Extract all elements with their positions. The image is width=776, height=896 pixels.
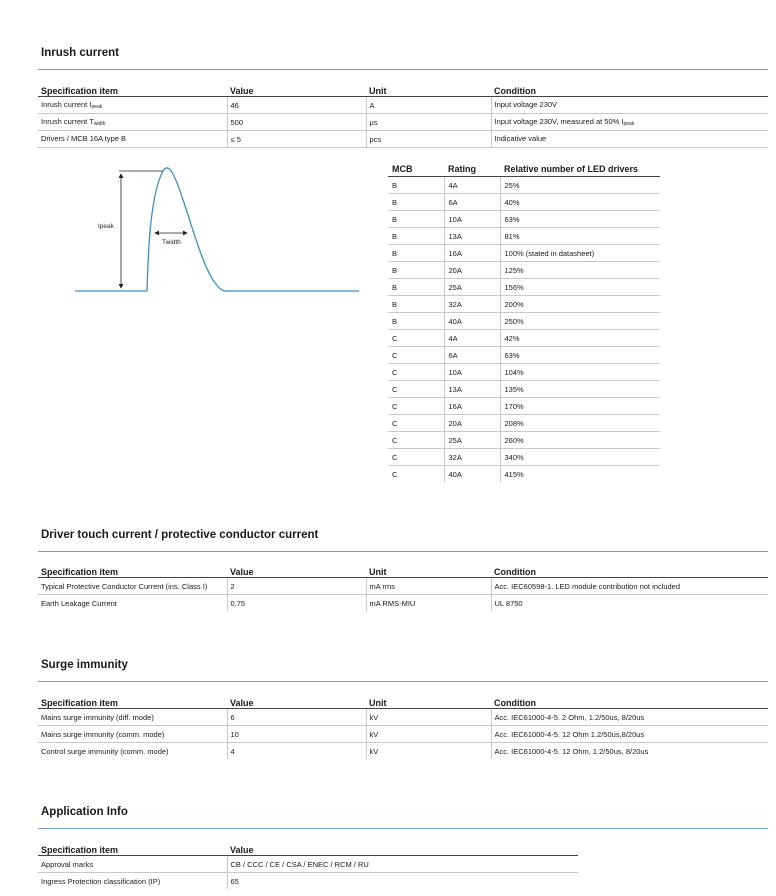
- condition-cell: UL 8750: [491, 595, 768, 612]
- spec-item-cell: Approval marks: [38, 856, 227, 873]
- relative-number-cell: 100% (stated in datasheet): [500, 245, 660, 262]
- relative-number-cell: 170%: [500, 398, 660, 415]
- mcb-type-cell: B: [388, 313, 444, 330]
- relative-number-cell: 63%: [500, 347, 660, 364]
- value-cell: 0.75: [227, 595, 366, 612]
- mcb-type-cell: C: [388, 449, 444, 466]
- spec-item-cell: Inrush current $I_{peak}$: [38, 97, 227, 114]
- unit-cell: A: [366, 97, 491, 114]
- rating-cell: 13A: [444, 228, 500, 245]
- mcb-type-cell: C: [388, 330, 444, 347]
- table-row: [388, 398, 660, 415]
- col-header-condition: Condition: [491, 562, 768, 578]
- mcb-rating-table: [388, 161, 660, 482]
- relative-number-cell: 340%: [500, 449, 660, 466]
- rating-cell: 25A: [444, 432, 500, 449]
- table-row: [388, 347, 660, 364]
- col-header-condition: Condition: [491, 81, 768, 97]
- condition-cell: Input voltage 230V: [491, 97, 768, 114]
- col-header-value: Value: [227, 840, 578, 856]
- unit-cell: µs: [366, 114, 491, 131]
- rating-cell: 20A: [444, 262, 500, 279]
- table-row: [388, 262, 660, 279]
- rating-cell: 13A: [444, 381, 500, 398]
- spec-item-cell: Mains surge immunity (comm. mode): [38, 726, 227, 743]
- mcb-type-cell: C: [388, 364, 444, 381]
- relative-number-cell: 40%: [500, 194, 660, 211]
- rating-cell: 16A: [444, 398, 500, 415]
- table-header-row: [388, 161, 660, 177]
- col-header-spec-item: Specification item: [38, 693, 227, 709]
- inrush-divider: [38, 69, 768, 70]
- relative-number-cell: 25%: [500, 177, 660, 194]
- mcb-type-cell: C: [388, 432, 444, 449]
- mcb-type-cell: C: [392, 469, 398, 479]
- table-row: [388, 245, 660, 262]
- value-cell: 10: [227, 726, 366, 743]
- rating-cell: 6A: [444, 347, 500, 364]
- table-row: [38, 726, 768, 743]
- rating-cell: 6A: [444, 194, 500, 211]
- table-row: [388, 381, 660, 398]
- mcb-type-cell: C: [388, 398, 444, 415]
- inrush-section-title: Inrush current: [41, 47, 119, 59]
- mcb-type-cell: B: [388, 194, 444, 211]
- rating-cell: 40A: [444, 466, 500, 483]
- spec-item-cell: Drivers / MCB 16A type B: [38, 131, 227, 148]
- value-cell: 4: [227, 743, 366, 760]
- table-row: [388, 194, 660, 211]
- mcb-type-cell: B: [388, 262, 444, 279]
- spec-item-cell: Typical Protective Conductor Current (ins. Class I): [38, 578, 227, 595]
- table-row: [38, 578, 768, 595]
- application-info-section-title: Application Info: [41, 806, 128, 818]
- table-header-row: [38, 693, 768, 709]
- twidth-label: Twidth: [162, 239, 181, 246]
- value-cell: CB / CCC / CE / CSA / ENEC / RCM / RU: [227, 856, 578, 873]
- touch-current-section-title: Driver touch current / protective conductor current: [41, 529, 319, 541]
- table-row: [388, 364, 660, 381]
- table-row: [388, 211, 660, 228]
- spec-item-cell: Mains surge immunity (diff. mode): [38, 709, 227, 726]
- rating-cell: 10A: [444, 211, 500, 228]
- col-header-unit: Unit: [366, 81, 491, 97]
- unit-cell: kV: [366, 726, 491, 743]
- unit-cell: kV: [366, 709, 491, 726]
- spec-item-cell: Ingress Protection classification (IP): [41, 876, 161, 886]
- relative-number-cell: 63%: [500, 211, 660, 228]
- mcb-type-cell: B: [388, 245, 444, 262]
- value-cell: 500: [227, 114, 366, 131]
- table-row: [388, 466, 660, 483]
- rating-cell: 32A: [444, 449, 500, 466]
- surge-immunity-divider: [38, 681, 768, 682]
- rating-cell: 10A: [444, 364, 500, 381]
- surge-immunity-table: [38, 693, 768, 759]
- relative-number-cell: 250%: [500, 313, 660, 330]
- col-header-spec-item: Specification item: [38, 81, 227, 97]
- rating-cell: 32A: [444, 296, 500, 313]
- col-header-condition: Condition: [491, 693, 768, 709]
- relative-number-cell: 208%: [500, 415, 660, 432]
- mcb-type-cell: B: [388, 211, 444, 228]
- col-header-unit: Unit: [366, 693, 491, 709]
- table-row: [388, 313, 660, 330]
- surge-immunity-section-title: Surge immunity: [41, 659, 128, 671]
- application-info-divider: [38, 828, 768, 829]
- table-row: [388, 279, 660, 296]
- condition-cell: Input voltage 230V, measured at 50% $I_{peak}$: [491, 114, 768, 131]
- table-row: [388, 432, 660, 449]
- value-cell: 65: [227, 873, 578, 890]
- table-row: [388, 415, 660, 432]
- table-header-row: [38, 562, 768, 578]
- rating-cell: 16A: [444, 245, 500, 262]
- table-row: [388, 296, 660, 313]
- spec-item-cell: Earth Leakage Current: [41, 598, 117, 608]
- relative-number-cell: 135%: [500, 381, 660, 398]
- condition-cell: Acc. IEC61000-4-5. 12 Ohm 1.2/50us,8/20us: [491, 726, 768, 743]
- ipeak-label: Ipeak: [98, 223, 114, 230]
- col-header-spec-item: Specification item: [38, 562, 227, 578]
- unit-cell: mA rms: [366, 578, 491, 595]
- value-cell: 46: [227, 97, 366, 114]
- relative-number-cell: 156%: [500, 279, 660, 296]
- relative-number-cell: 125%: [500, 262, 660, 279]
- col-header-value: Value: [227, 693, 366, 709]
- col-header-value: Value: [227, 81, 366, 97]
- rating-cell: 20A: [444, 415, 500, 432]
- table-row: [388, 330, 660, 347]
- inrush-waveform-diagram: [70, 165, 365, 300]
- application-info-table: [38, 840, 578, 889]
- table-row: [38, 709, 768, 726]
- condition-cell: Indicative value: [491, 131, 768, 148]
- mcb-type-cell: C: [388, 347, 444, 364]
- table-row: [38, 743, 768, 760]
- rating-cell: 40A: [444, 313, 500, 330]
- condition-cell: Acc. IEC61000-4-5. 12 Ohm, 1.2/50us, 8/20us: [491, 743, 768, 760]
- unit-cell: pcs: [366, 131, 491, 148]
- mcb-type-cell: B: [388, 177, 444, 194]
- touch-current-divider: [38, 551, 768, 552]
- spec-item-cell: Control surge immunity (comm. mode): [41, 746, 169, 756]
- relative-number-cell: 42%: [500, 330, 660, 347]
- relative-number-cell: 415%: [500, 466, 660, 483]
- mcb-type-cell: C: [388, 415, 444, 432]
- relative-number-cell: 81%: [500, 228, 660, 245]
- rating-cell: 4A: [444, 330, 500, 347]
- col-header-value: Value: [227, 562, 366, 578]
- mcb-type-cell: B: [388, 279, 444, 296]
- value-cell: 6: [227, 709, 366, 726]
- table-row: [388, 177, 660, 194]
- mcb-type-cell: B: [388, 296, 444, 313]
- value-cell: ≤ 5: [227, 131, 366, 148]
- table-row: [38, 97, 768, 114]
- relative-number-cell: 104%: [500, 364, 660, 381]
- table-row: [38, 595, 768, 612]
- table-header-row: [38, 840, 578, 856]
- col-header-spec-item: Specification item: [38, 840, 227, 856]
- table-row: [38, 131, 768, 148]
- unit-cell: kV: [366, 743, 491, 760]
- relative-number-cell: 260%: [500, 432, 660, 449]
- rating-cell: 4A: [444, 177, 500, 194]
- table-row: [38, 856, 578, 873]
- mcb-type-cell: C: [388, 381, 444, 398]
- table-row: [38, 873, 578, 890]
- col-header-unit: Unit: [366, 562, 491, 578]
- table-row: [38, 114, 768, 131]
- touch-current-table: [38, 562, 768, 611]
- mcb-type-cell: B: [388, 228, 444, 245]
- relative-number-cell: 200%: [500, 296, 660, 313]
- col-header-mcb: MCB: [388, 161, 444, 177]
- spec-item-cell: Inrush current $T_{width}$: [38, 114, 227, 131]
- col-header-rating: Rating: [444, 161, 500, 177]
- table-row: [388, 449, 660, 466]
- table-row: [388, 228, 660, 245]
- value-cell: 2: [227, 578, 366, 595]
- unit-cell: mA RMS-MIU: [366, 595, 491, 612]
- waveform-curve: [75, 168, 359, 291]
- inrush-spec-table: [38, 81, 768, 148]
- table-header-row: [38, 81, 768, 97]
- condition-cell: Acc. IEC60598-1. LED module contribution not included: [491, 578, 768, 595]
- col-header-relative-number: Relative number of LED drivers: [500, 161, 660, 177]
- rating-cell: 25A: [444, 279, 500, 296]
- condition-cell: Acc. IEC61000-4-5. 2 Ohm, 1.2/50us, 8/20us: [491, 709, 768, 726]
